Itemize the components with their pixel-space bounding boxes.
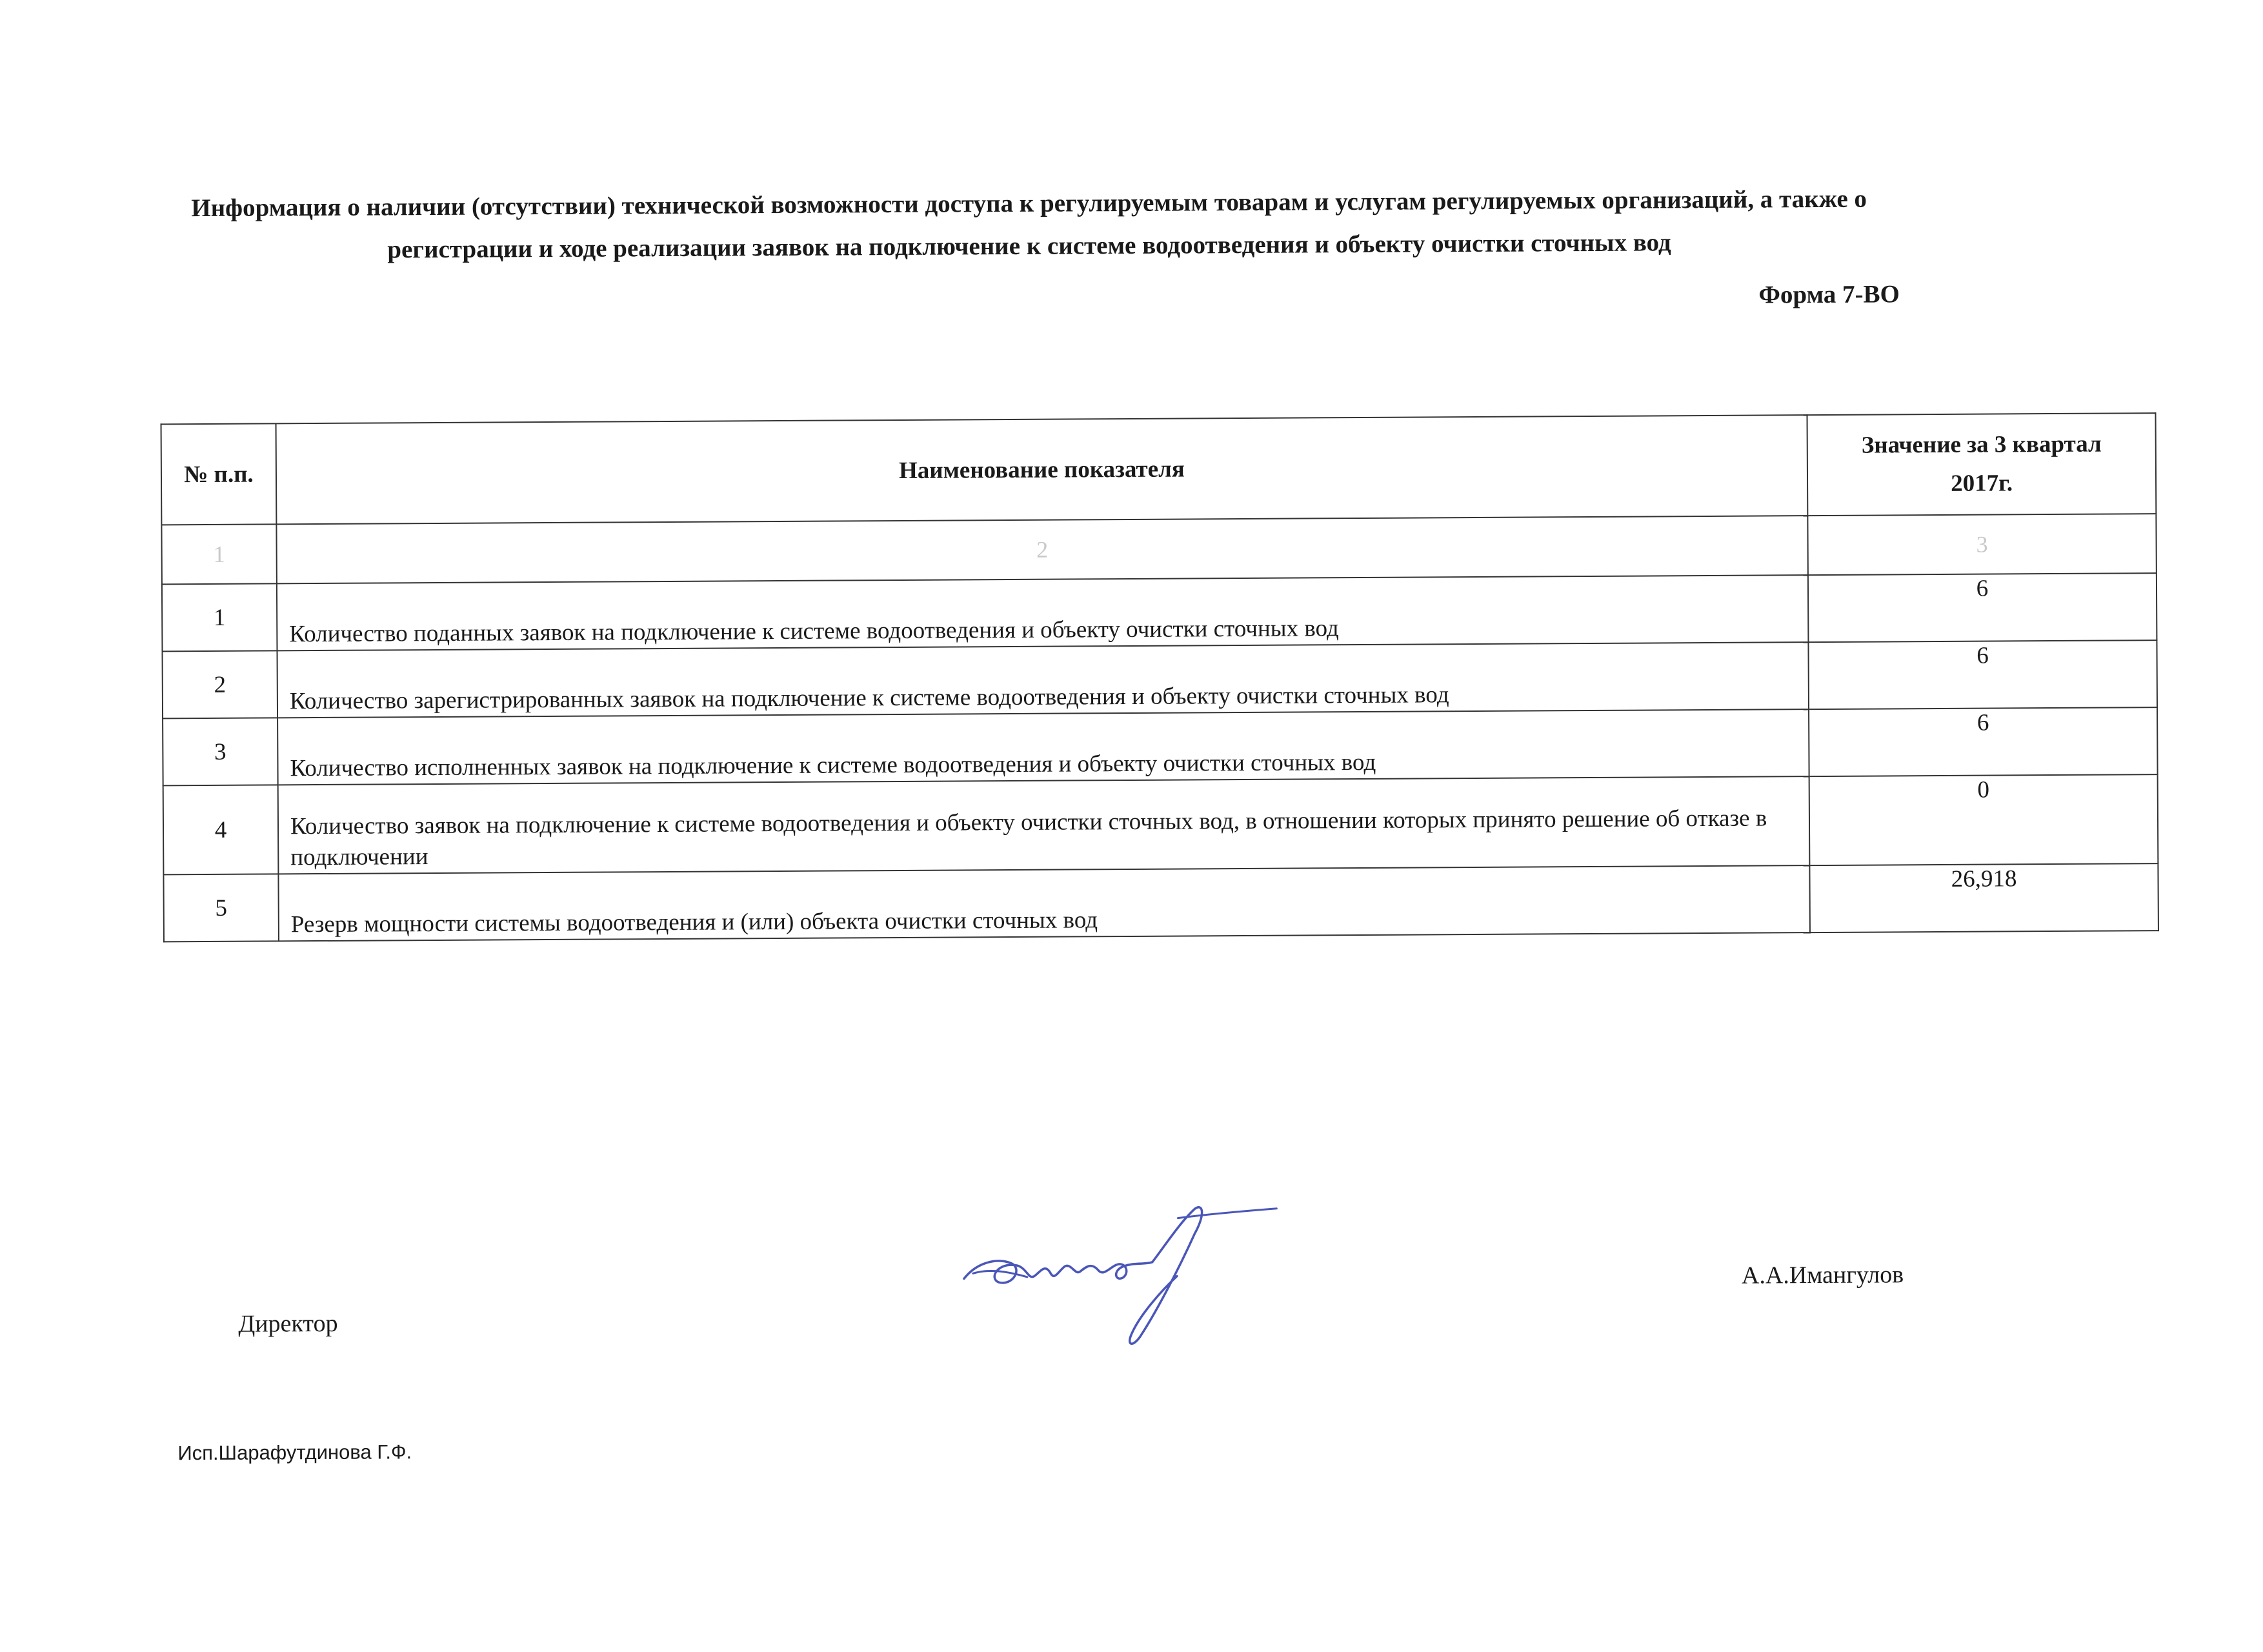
indicator-value: 0 [1809,774,2158,865]
indicator-name: Количество зарегистрированных заявок на подключение к системе водоотведения и объекту очистки сточных вод [277,642,1809,718]
table-row [162,573,2157,651]
signatory-position: Директор [238,1309,338,1338]
document-title [125,177,1933,273]
header-name: Наименование показателя [276,415,1808,524]
header-value-line-2: 2017г. [1951,470,2013,497]
row-number: 3 [163,718,278,785]
indicator-value: 26,918 [1809,863,2158,932]
indicator-name: Количество заявок на подключение к системе водоотведения и объекту очистки сточных вод, в отношении которых принято решение об отказе в подключении [278,776,1810,874]
indicator-name: Количество поданных заявок на подключение к системе водоотведения и объекту очистки сточных вод [277,575,1809,650]
indicators-table [161,412,2159,942]
table-row [162,640,2157,718]
title-line-1: Информация о наличии (отсутствии) технической возможности доступа к регулируемым товарам и услугам регулируемых организаций, а также о [191,185,1867,223]
form-code: Форма 7-ВО [1758,280,1900,309]
column-index-2: 2 [276,516,1807,583]
column-index-3: 3 [1807,514,2157,575]
table-row [163,863,2158,942]
table-row [163,707,2158,785]
signature-flourish [973,1271,1027,1277]
header-num: № п.п. [161,423,277,525]
column-index-row [161,514,2156,584]
table-row [163,774,2158,874]
indicator-name: Количество исполненных заявок на подключение к системе водоотведения и объекту очистки сточных вод [277,709,1809,785]
signature-stroke [963,1207,1202,1345]
row-number: 1 [162,583,277,651]
title-line-2: регистрации и ходе реализации заявок на подключение к системе водоотведения и объекту очистки сточных вод [387,228,1671,264]
row-number: 2 [162,650,277,718]
header-value-line-1: Значение за 3 квартал [1861,430,2102,459]
indicator-value: 6 [1808,640,2157,709]
indicator-name: Резерв мощности системы водоотведения и (или) объекта очистки сточных вод [278,865,1810,941]
indicator-value: 6 [1809,707,2158,776]
column-index-1: 1 [161,524,277,584]
table-header-row [161,413,2157,525]
row-number: 4 [163,785,279,874]
header-value [1807,413,2156,516]
handwritten-signature [950,1200,1287,1356]
signer-name: А.А.Имангулов [1741,1261,1904,1289]
executor-name: Исп.Шарафутдинова Г.Ф. [177,1440,412,1465]
indicator-value: 6 [1808,573,2157,642]
row-number: 5 [163,874,279,942]
